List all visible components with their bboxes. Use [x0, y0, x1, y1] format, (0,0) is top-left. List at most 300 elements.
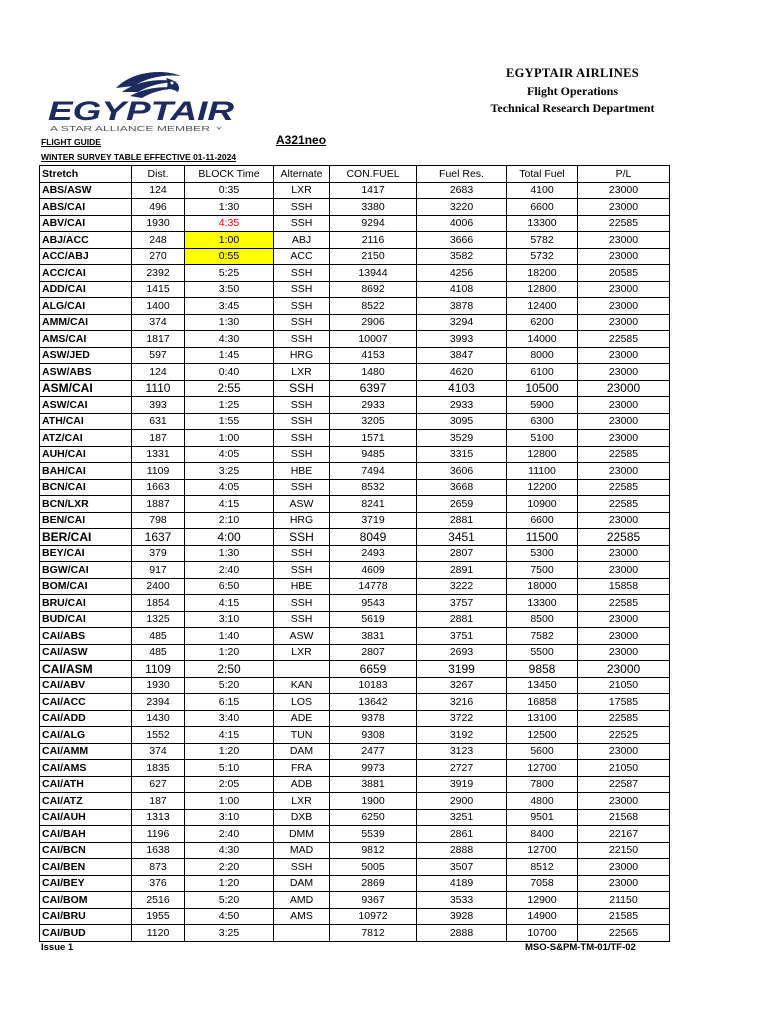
table-cell: 3668: [417, 479, 507, 496]
table-cell: 2881: [417, 611, 507, 628]
stretch-cell: ASW/ABS: [40, 364, 132, 381]
table-cell: 3757: [417, 595, 507, 612]
table-row: [40, 727, 670, 744]
stretch-cell: ABJ/ACC: [40, 232, 132, 249]
table-cell: 5:25: [185, 265, 274, 282]
table-row: [40, 611, 670, 628]
stretch-cell: CAI/BCN: [40, 842, 132, 859]
table-cell: 21150: [578, 892, 670, 909]
table-cell: HRG: [274, 347, 330, 364]
table-cell: 23000: [578, 793, 670, 810]
table-cell: 23000: [578, 397, 670, 414]
table-cell: 13300: [507, 215, 578, 232]
table-cell: 21568: [578, 809, 670, 826]
table-cell: 1835: [132, 760, 185, 777]
table-row: [40, 512, 670, 529]
column-header: CON.FUEL: [330, 166, 417, 183]
table-row: [40, 661, 670, 678]
table-cell: 12800: [507, 446, 578, 463]
table-cell: 4:05: [185, 479, 274, 496]
table-cell: 21585: [578, 908, 670, 925]
document-reference: MSO-S&PM-TM-01/TF-02: [525, 942, 636, 953]
table-cell: 10500: [507, 380, 578, 397]
table-cell: 2477: [330, 743, 417, 760]
table-cell: 3199: [417, 661, 507, 678]
table-cell: 5732: [507, 248, 578, 265]
table-cell: 23000: [578, 413, 670, 430]
table-cell: 1955: [132, 908, 185, 925]
table-cell: 6397: [330, 380, 417, 397]
table-cell: 1400: [132, 298, 185, 315]
stretch-cell: CAI/BAH: [40, 826, 132, 843]
table-cell: 18000: [507, 578, 578, 595]
table-cell: 3:10: [185, 611, 274, 628]
table-cell: 2493: [330, 545, 417, 562]
table-cell: 3:10: [185, 809, 274, 826]
sub-department-name: Technical Research Department: [490, 101, 655, 115]
table-cell: SSH: [274, 430, 330, 447]
stretch-cell: AMS/CAI: [40, 331, 132, 348]
table-cell: 3751: [417, 628, 507, 645]
table-row: [40, 793, 670, 810]
stretch-cell: BEY/CAI: [40, 545, 132, 562]
table-cell: DXB: [274, 809, 330, 826]
table-cell: 4153: [330, 347, 417, 364]
table-row: [40, 628, 670, 645]
table-cell: 6300: [507, 413, 578, 430]
aircraft-type: A321neo: [276, 133, 327, 147]
table-cell: 1900: [330, 793, 417, 810]
table-cell: 1637: [132, 529, 185, 546]
table-row: [40, 875, 670, 892]
table-cell: 1:20: [185, 644, 274, 661]
table-cell: 1930: [132, 215, 185, 232]
table-cell: ADE: [274, 710, 330, 727]
table-cell: 22565: [578, 925, 670, 942]
table-cell: 14000: [507, 331, 578, 348]
table-row: [40, 347, 670, 364]
table-cell: 4006: [417, 215, 507, 232]
table-cell: 2683: [417, 182, 507, 199]
table-cell: 5:10: [185, 760, 274, 777]
table-row: [40, 694, 670, 711]
table-cell: 9378: [330, 710, 417, 727]
table-cell: 4:00: [185, 529, 274, 546]
table-row: [40, 496, 670, 513]
table-cell: 1:40: [185, 628, 274, 645]
table-cell: 9501: [507, 809, 578, 826]
table-cell: SSH: [274, 529, 330, 546]
table-cell: 2516: [132, 892, 185, 909]
table-cell: 12500: [507, 727, 578, 744]
table-cell: 23000: [578, 248, 670, 265]
table-cell: 1817: [132, 331, 185, 348]
table-cell: 2933: [417, 397, 507, 414]
table-cell: 1109: [132, 661, 185, 678]
table-cell: 10900: [507, 496, 578, 513]
table-cell: 12700: [507, 842, 578, 859]
table-row: [40, 644, 670, 661]
table-cell: 23000: [578, 199, 670, 216]
table-cell: 2861: [417, 826, 507, 843]
stretch-cell: ALG/CAI: [40, 298, 132, 315]
table-cell: 8241: [330, 496, 417, 513]
table-cell: 15858: [578, 578, 670, 595]
table-cell: 4:30: [185, 331, 274, 348]
stretch-cell: BCN/CAI: [40, 479, 132, 496]
table-cell: 6659: [330, 661, 417, 678]
table-cell: 2:20: [185, 859, 274, 876]
egyptair-horus-logo-icon: [46, 68, 246, 134]
table-cell: 5500: [507, 644, 578, 661]
table-cell: 22585: [578, 215, 670, 232]
table-cell: 13642: [330, 694, 417, 711]
table-row: [40, 314, 670, 331]
table-cell: AMD: [274, 892, 330, 909]
table-row: [40, 380, 670, 397]
table-row: [40, 215, 670, 232]
table-cell: 7058: [507, 875, 578, 892]
table-cell: SSH: [274, 298, 330, 315]
table-cell: 2:40: [185, 562, 274, 579]
table-cell: 10183: [330, 677, 417, 694]
table-cell: 17585: [578, 694, 670, 711]
table-cell: 3722: [417, 710, 507, 727]
table-cell: 3:45: [185, 298, 274, 315]
column-header: Total Fuel: [507, 166, 578, 183]
table-row: [40, 364, 670, 381]
table-cell: 379: [132, 545, 185, 562]
table-cell: 1:25: [185, 397, 274, 414]
table-cell: 631: [132, 413, 185, 430]
table-cell: MAD: [274, 842, 330, 859]
table-cell: SSH: [274, 562, 330, 579]
table-cell: 1417: [330, 182, 417, 199]
table-cell: 3533: [417, 892, 507, 909]
table-cell: 3831: [330, 628, 417, 645]
flight-guide-label: FLIGHT GUIDE: [41, 137, 101, 147]
stretch-cell: BAH/CAI: [40, 463, 132, 480]
table-cell: 873: [132, 859, 185, 876]
table-cell: 23000: [578, 875, 670, 892]
survey-table: [39, 165, 670, 942]
table-cell: 4800: [507, 793, 578, 810]
table-cell: 374: [132, 314, 185, 331]
table-cell: 485: [132, 628, 185, 645]
table-cell: 2888: [417, 842, 507, 859]
table-row: [40, 710, 670, 727]
table-cell: 4609: [330, 562, 417, 579]
table-cell: 22525: [578, 727, 670, 744]
stretch-cell: BRU/CAI: [40, 595, 132, 612]
stretch-cell: CAI/ABV: [40, 677, 132, 694]
issue-label: Issue 1: [41, 942, 74, 953]
table-cell: 13100: [507, 710, 578, 727]
table-cell: 4:15: [185, 727, 274, 744]
table-cell: LXR: [274, 793, 330, 810]
table-cell: 1:20: [185, 743, 274, 760]
table-cell: 6200: [507, 314, 578, 331]
table-cell: 3380: [330, 199, 417, 216]
stretch-cell: CAI/ACC: [40, 694, 132, 711]
table-cell: 6600: [507, 512, 578, 529]
table-cell: 9858: [507, 661, 578, 678]
table-cell: 5619: [330, 611, 417, 628]
table-cell: 22585: [578, 331, 670, 348]
stretch-cell: ACC/CAI: [40, 265, 132, 282]
table-cell: 4:15: [185, 595, 274, 612]
table-cell: SSH: [274, 545, 330, 562]
table-cell: DAM: [274, 743, 330, 760]
table-cell: 23000: [578, 298, 670, 315]
table-cell: 5600: [507, 743, 578, 760]
table-cell: 11500: [507, 529, 578, 546]
table-cell: 2807: [417, 545, 507, 562]
table-cell: 1:55: [185, 413, 274, 430]
table-cell: 12700: [507, 760, 578, 777]
table-cell: 2933: [330, 397, 417, 414]
table-row: [40, 826, 670, 843]
table-cell: 23000: [578, 347, 670, 364]
stretch-cell: ABS/ASW: [40, 182, 132, 199]
table-cell: 12800: [507, 281, 578, 298]
table-cell: 3315: [417, 446, 507, 463]
table-cell: SSH: [274, 413, 330, 430]
table-cell: TUN: [274, 727, 330, 744]
table-cell: ADB: [274, 776, 330, 793]
table-cell: LXR: [274, 364, 330, 381]
table-row: [40, 199, 670, 216]
table-cell: 23000: [578, 232, 670, 249]
table-cell: 2150: [330, 248, 417, 265]
table-row: [40, 182, 670, 199]
table-cell: 8532: [330, 479, 417, 496]
table-cell: 10700: [507, 925, 578, 942]
table-cell: 1109: [132, 463, 185, 480]
table-cell: DMM: [274, 826, 330, 843]
table-cell: 3507: [417, 859, 507, 876]
table-cell: 0:40: [185, 364, 274, 381]
table-cell: 22585: [578, 446, 670, 463]
stretch-cell: BCN/LXR: [40, 496, 132, 513]
table-cell: 3666: [417, 232, 507, 249]
table-cell: SSH: [274, 265, 330, 282]
table-row: [40, 413, 670, 430]
stretch-cell: CAI/ADD: [40, 710, 132, 727]
table-cell: 3:40: [185, 710, 274, 727]
table-row: [40, 677, 670, 694]
table-row: [40, 265, 670, 282]
table-cell: 5100: [507, 430, 578, 447]
table-cell: LXR: [274, 644, 330, 661]
table-cell: 485: [132, 644, 185, 661]
stretch-cell: BER/CAI: [40, 529, 132, 546]
table-cell: 4:35: [185, 215, 274, 232]
table-row: [40, 760, 670, 777]
table-cell: 6250: [330, 809, 417, 826]
table-cell: ABJ: [274, 232, 330, 249]
table-row: [40, 463, 670, 480]
stretch-cell: CAI/ABS: [40, 628, 132, 645]
table-cell: 2394: [132, 694, 185, 711]
table-cell: 11100: [507, 463, 578, 480]
table-cell: 374: [132, 743, 185, 760]
table-row: [40, 595, 670, 612]
table-cell: 2:10: [185, 512, 274, 529]
table-cell: 12400: [507, 298, 578, 315]
table-cell: 2:05: [185, 776, 274, 793]
table-cell: 1331: [132, 446, 185, 463]
table-cell: 4:15: [185, 496, 274, 513]
table-cell: 7582: [507, 628, 578, 645]
table-cell: SSH: [274, 446, 330, 463]
table-cell: 22167: [578, 826, 670, 843]
table-cell: 3919: [417, 776, 507, 793]
stretch-cell: AUH/CAI: [40, 446, 132, 463]
table-cell: 597: [132, 347, 185, 364]
table-cell: 2693: [417, 644, 507, 661]
table-cell: 23000: [578, 562, 670, 579]
table-cell: 3205: [330, 413, 417, 430]
table-cell: 3216: [417, 694, 507, 711]
table-cell: 1552: [132, 727, 185, 744]
table-row: [40, 908, 670, 925]
table-cell: 1854: [132, 595, 185, 612]
table-row: [40, 776, 670, 793]
stretch-cell: CAI/BUD: [40, 925, 132, 942]
table-cell: 3993: [417, 331, 507, 348]
table-cell: 21050: [578, 760, 670, 777]
table-cell: 1:30: [185, 545, 274, 562]
table-row: [40, 248, 670, 265]
table-cell: 1:30: [185, 199, 274, 216]
table-cell: 4189: [417, 875, 507, 892]
table-cell: 1120: [132, 925, 185, 942]
table-row: [40, 281, 670, 298]
table-cell: 6:50: [185, 578, 274, 595]
table-row: [40, 809, 670, 826]
table-cell: 2:55: [185, 380, 274, 397]
table-cell: 1:00: [185, 232, 274, 249]
stretch-cell: ACC/ABJ: [40, 248, 132, 265]
table-cell: 187: [132, 793, 185, 810]
table-row: [40, 842, 670, 859]
table-cell: [274, 661, 330, 678]
stretch-cell: ABS/CAI: [40, 199, 132, 216]
table-cell: 3928: [417, 908, 507, 925]
table-cell: 7500: [507, 562, 578, 579]
table-cell: 2891: [417, 562, 507, 579]
table-cell: 23000: [578, 463, 670, 480]
table-cell: 4108: [417, 281, 507, 298]
table-cell: 3220: [417, 199, 507, 216]
table-cell: 8522: [330, 298, 417, 315]
table-cell: 393: [132, 397, 185, 414]
stretch-cell: CAI/ALG: [40, 727, 132, 744]
table-cell: 23000: [578, 611, 670, 628]
table-cell: SSH: [274, 215, 330, 232]
table-cell: 5:20: [185, 892, 274, 909]
table-cell: SSH: [274, 199, 330, 216]
stretch-cell: CAI/BOM: [40, 892, 132, 909]
table-cell: SSH: [274, 611, 330, 628]
table-cell: 2400: [132, 578, 185, 595]
column-header: BLOCK Time: [185, 166, 274, 183]
stretch-cell: ABV/CAI: [40, 215, 132, 232]
table-cell: 23000: [578, 314, 670, 331]
table-cell: 2881: [417, 512, 507, 529]
stretch-cell: CAI/ATZ: [40, 793, 132, 810]
table-cell: 4:05: [185, 446, 274, 463]
stretch-cell: ATZ/CAI: [40, 430, 132, 447]
survey-title: WINTER SURVEY TABLE EFFECTIVE 01-11-2024: [41, 152, 237, 162]
column-header: Alternate: [274, 166, 330, 183]
table-cell: 18200: [507, 265, 578, 282]
table-cell: 2727: [417, 760, 507, 777]
table-cell: 21050: [578, 677, 670, 694]
table-row: [40, 430, 670, 447]
table-cell: 3251: [417, 809, 507, 826]
table-cell: 22585: [578, 710, 670, 727]
table-cell: 3878: [417, 298, 507, 315]
table-cell: SSH: [274, 479, 330, 496]
table-cell: 124: [132, 182, 185, 199]
stretch-cell: BUD/CAI: [40, 611, 132, 628]
table-cell: 1638: [132, 842, 185, 859]
table-row: [40, 397, 670, 414]
table-cell: ASW: [274, 628, 330, 645]
egyptair-logo: [46, 68, 246, 134]
table-cell: 9812: [330, 842, 417, 859]
table-cell: 1571: [330, 430, 417, 447]
table-row: [40, 578, 670, 595]
table-row: [40, 562, 670, 579]
column-header: Fuel Res.: [417, 166, 507, 183]
table-row: [40, 232, 670, 249]
table-cell: 1:00: [185, 430, 274, 447]
table-cell: 13450: [507, 677, 578, 694]
table-cell: 627: [132, 776, 185, 793]
table-cell: 22585: [578, 595, 670, 612]
stretch-cell: CAI/BEN: [40, 859, 132, 876]
table-cell: 1110: [132, 380, 185, 397]
table-cell: 9294: [330, 215, 417, 232]
table-header-row: [40, 166, 670, 183]
table-cell: 2:40: [185, 826, 274, 843]
table-cell: 3606: [417, 463, 507, 480]
table-cell: 1480: [330, 364, 417, 381]
table-cell: 23000: [578, 743, 670, 760]
table-cell: 4:30: [185, 842, 274, 859]
table-cell: 3529: [417, 430, 507, 447]
stretch-cell: ATH/CAI: [40, 413, 132, 430]
table-cell: 20585: [578, 265, 670, 282]
table-cell: 1430: [132, 710, 185, 727]
stretch-cell: CAI/BEY: [40, 875, 132, 892]
table-cell: 5300: [507, 545, 578, 562]
table-cell: 9973: [330, 760, 417, 777]
table-cell: 3267: [417, 677, 507, 694]
table-cell: 2900: [417, 793, 507, 810]
table-row: [40, 331, 670, 348]
table-cell: 23000: [578, 364, 670, 381]
table-cell: 13944: [330, 265, 417, 282]
table-cell: 12900: [507, 892, 578, 909]
table-row: [40, 743, 670, 760]
table-cell: SSH: [274, 331, 330, 348]
table-cell: 1196: [132, 826, 185, 843]
stretch-cell: CAI/AMM: [40, 743, 132, 760]
